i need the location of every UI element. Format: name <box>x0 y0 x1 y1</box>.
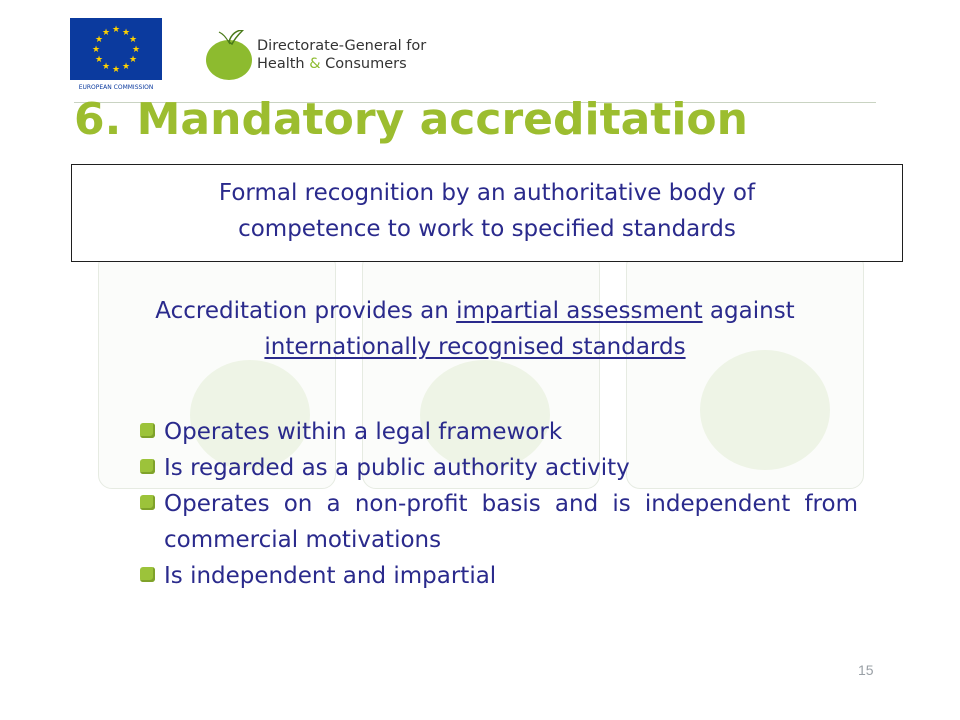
intro-paragraph <box>72 293 878 365</box>
dg-name-line2 <box>257 56 407 72</box>
svg-text:★: ★ <box>94 35 104 45</box>
svg-text:★: ★ <box>111 25 121 35</box>
dg-name-health: Health <box>257 56 310 72</box>
dg-name-ampersand: & <box>309 56 321 72</box>
bullet-square-icon <box>140 495 155 510</box>
svg-text:★: ★ <box>111 65 121 75</box>
svg-text:★: ★ <box>128 35 138 45</box>
page-number: 15 <box>858 662 874 678</box>
bullet-item <box>140 486 858 558</box>
bullet-square-icon <box>140 459 155 474</box>
bullet-list <box>140 414 858 594</box>
svg-text:★: ★ <box>121 28 131 38</box>
eu-flag-icon <box>70 18 162 80</box>
svg-text:★: ★ <box>101 28 111 38</box>
svg-text:★: ★ <box>91 45 101 55</box>
bullet-text: Operates on a non-profit basis and is independent from commercial motivations <box>164 491 858 553</box>
svg-text:★: ★ <box>101 62 111 72</box>
bullet-square-icon <box>140 567 155 582</box>
bullet-item <box>140 414 858 450</box>
definition-text: Formal recognition by an authoritative body of competence to work to specified standards <box>218 180 756 242</box>
bullet-text: Is regarded as a public authority activity <box>164 455 630 481</box>
bullet-text: Is independent and impartial <box>164 563 497 589</box>
svg-text:★: ★ <box>128 55 138 65</box>
bullet-item <box>140 558 858 594</box>
svg-text:★: ★ <box>94 55 104 65</box>
bullet-square-icon <box>140 423 155 438</box>
impartial-assessment-underlined: impartial assessment <box>456 298 703 324</box>
intro-text-part1: Accreditation provides an <box>155 298 457 324</box>
slide-title: 6. Mandatory accreditation <box>74 94 748 145</box>
bullet-text: Operates within a legal framework <box>164 419 563 445</box>
eu-logo-caption: EUROPEAN COMMISSION <box>78 84 154 91</box>
apple-icon <box>205 30 257 80</box>
svg-text:★: ★ <box>131 45 141 55</box>
svg-text:★: ★ <box>121 62 131 72</box>
dg-health-consumers-logo <box>205 22 465 80</box>
european-commission-logo <box>70 18 162 96</box>
international-standards-underlined: internationally recognised standards <box>264 334 686 360</box>
intro-text-part2: against <box>702 298 795 324</box>
dg-name-consumers: Consumers <box>320 56 407 72</box>
dg-name-line1: Directorate-General for <box>257 38 427 54</box>
definition-box <box>71 164 903 262</box>
bullet-item <box>140 450 858 486</box>
